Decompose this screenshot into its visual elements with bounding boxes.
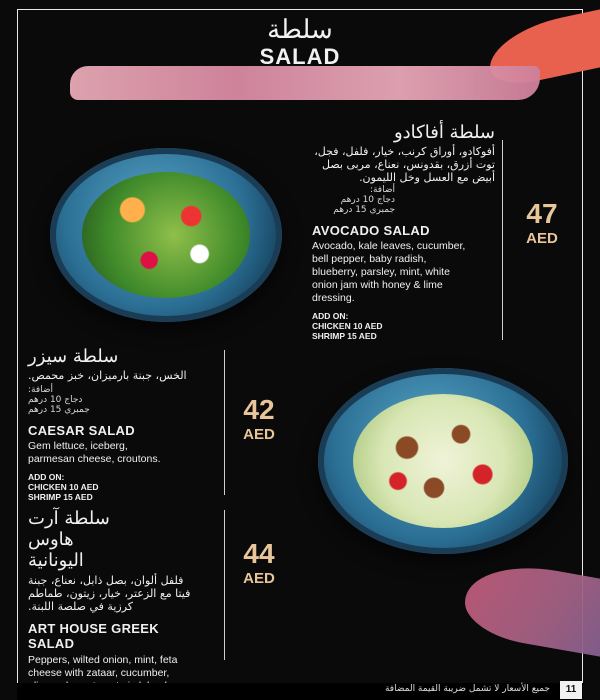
item-title-arabic: سلطة سيزر [28, 346, 119, 367]
item-description-english: Gem lettuce, iceberg, parmesan cheese, croutons. [28, 440, 161, 465]
caesar-salad-item [28, 346, 218, 502]
divider-line [224, 350, 225, 495]
item-description-english: Avocado, kale leaves, cucumber, bell pepper, baby radish, blueberry, parsley, mint, white onion jam with honey & lime dressing. [312, 240, 466, 304]
greek-salad-item [28, 508, 228, 700]
item-title-arabic: سلطة آرت هاوس اليونانية [28, 508, 110, 571]
addon-english: ADD ON: CHICKEN 10 AED SHRIMP 15 AED [28, 472, 99, 502]
avocado-salad-price: 47 AED [526, 198, 558, 247]
caesar-salad-price: 42 AED [243, 394, 275, 443]
item-description-arabic: أفوكادو، أوراق كرنب، خيار، فلفل، فجل، توت أزرق، بقدونس، نعناع، مربى بصل أبيض مع العسل وخل الليمون. [314, 145, 495, 184]
item-description-arabic: فلفل ألوان، بصل ذابل، نعناع، جبنة فيتا مع الزعتر، خيار، زيتون، طماطم كرزية في صلصة اللبنة. [28, 574, 191, 613]
avocado-salad-photo [50, 148, 282, 322]
section-title-arabic: سلطة [267, 15, 333, 45]
item-title-arabic: سلطة أفاكادو [393, 122, 495, 143]
decorative-brush-stroke-pink [70, 66, 540, 100]
vat-note: جميع الأسعار لا تشمل ضريبة القيمة المضافة [384, 684, 550, 694]
page-number: 11 [560, 681, 582, 699]
addon-english: ADD ON: CHICKEN 10 AED SHRIMP 15 AED [312, 311, 383, 341]
caesar-salad-photo [318, 368, 568, 554]
section-title-english: SALAD [259, 44, 341, 69]
greek-salad-price: 44 AED [243, 538, 275, 587]
item-description-arabic: الخس، جبنة بارميزان، خبز محمص. [28, 369, 187, 382]
item-title-english: CAESAR SALAD [28, 423, 135, 438]
divider-line [502, 140, 503, 340]
addon-arabic: أضافة: دجاج 10 درهم جمبري 15 درهم [28, 385, 90, 415]
avocado-salad-item [300, 122, 495, 341]
item-title-english: ART HOUSE GREEK SALAD [28, 621, 159, 651]
item-title-english: AVOCADO SALAD [312, 223, 430, 238]
divider-line [224, 510, 225, 660]
addon-arabic: أضافة: دجاج 10 درهم جمبري 15 درهم [333, 185, 395, 215]
item-description-english: Peppers, wilted onion, mint, feta cheese with zataar, cucumber, [28, 654, 178, 679]
